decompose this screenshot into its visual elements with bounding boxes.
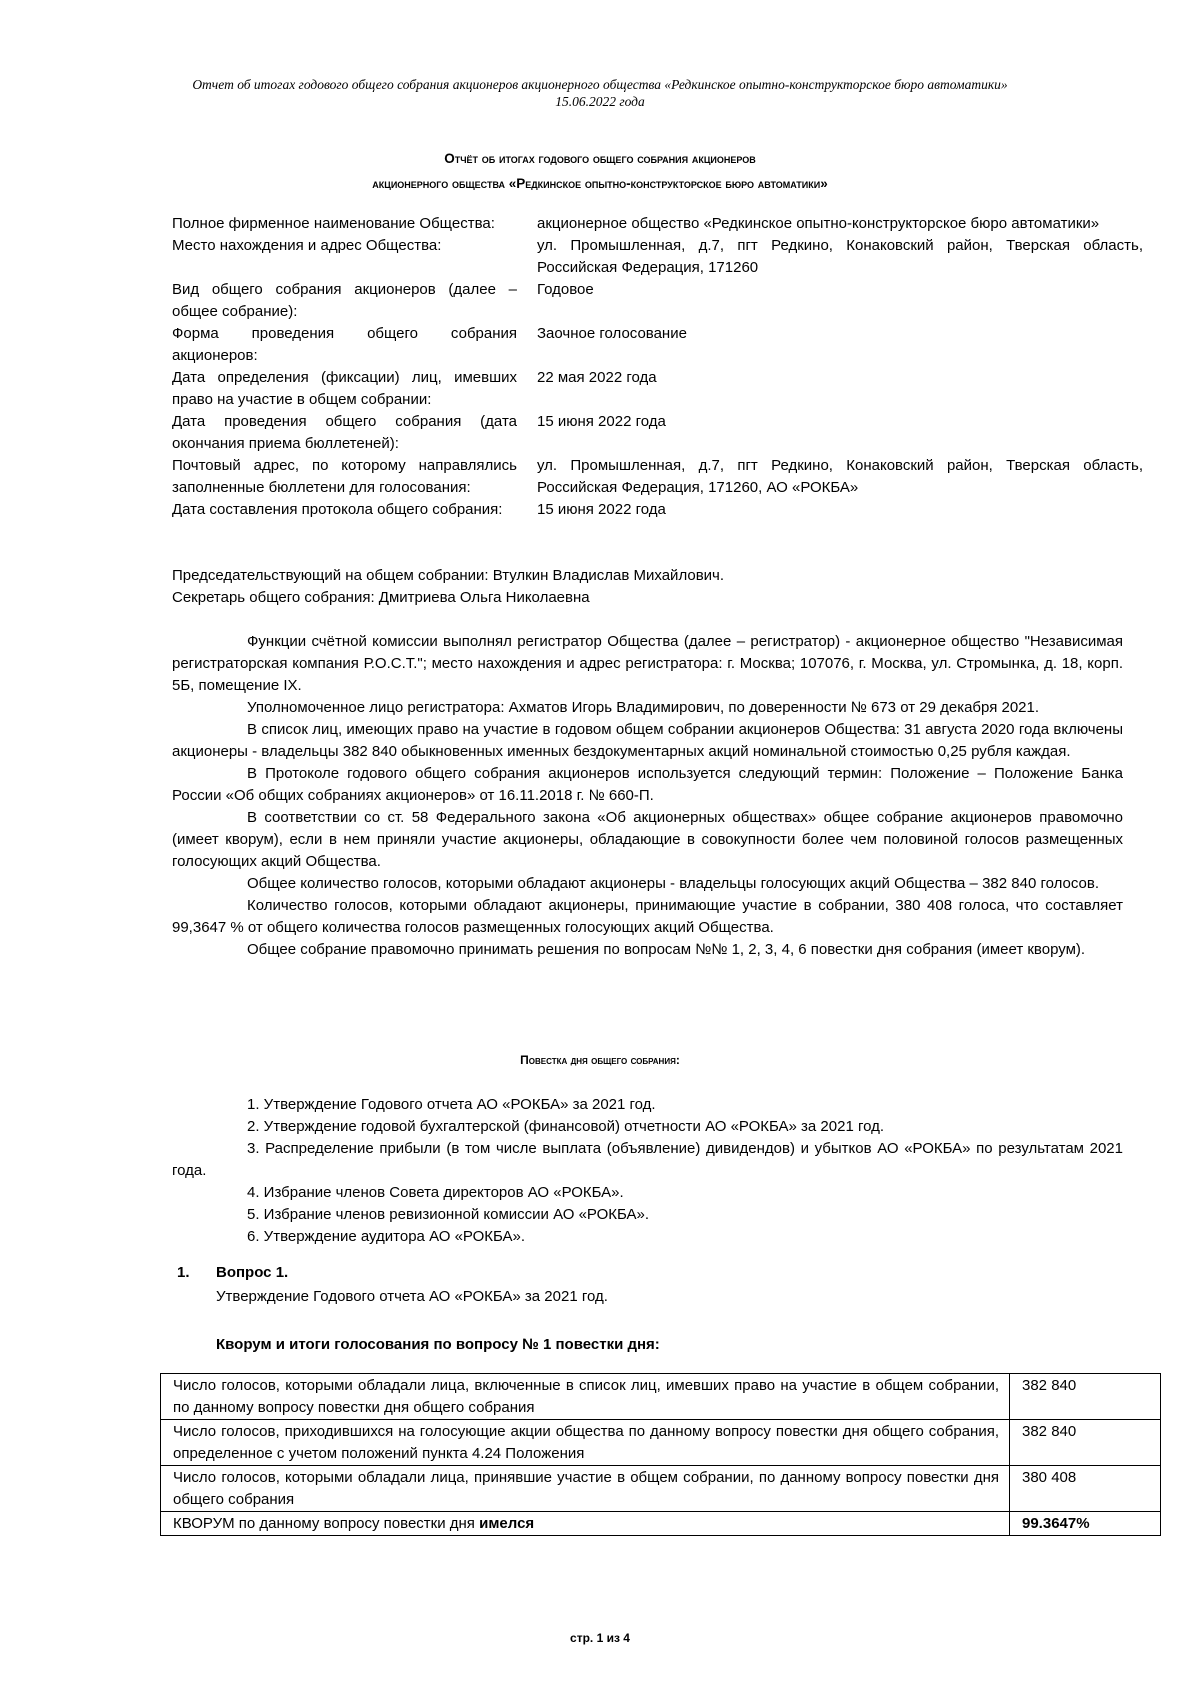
quorum-label: Число голосов, приходившихся на голосующие акции общества по данному вопросу повестки дня общего собрания, определенное с учетом положений пункта 4.24 Положения: [161, 1420, 1010, 1466]
quorum-heading: Кворум и итоги голосования по вопросу № 1 повестки дня:: [216, 1336, 660, 1353]
detail-row: [172, 499, 1143, 521]
detail-label: Дата определения (фиксации) лиц, имевших право на участие в общем собрании:: [172, 369, 517, 408]
detail-row: [172, 323, 1143, 367]
detail-label: Вид общего собрания акционеров (далее – общее собрание):: [172, 281, 517, 320]
paragraph: Функции счётной комиссии выполнял регистратор Общества (далее – регистратор) - акционерное общество "Независимая регистраторская компания Р.О.С.Т."; место нахождения и адрес регистратора: г. Москва; 107076, г. Москва, ул. Стромынка, д. 18, корп. 5Б, помещение IX.: [172, 633, 1123, 694]
table-row: [161, 1374, 1161, 1420]
detail-value: акционерное общество «Редкинское опытно-конструкторское бюро автоматики»: [537, 215, 1100, 232]
officials: [172, 565, 1123, 609]
secretary-line: Секретарь общего собрания: Дмитриева Ольга Николаевна: [172, 589, 590, 606]
agenda-item: 6. Утверждение аудитора АО «РОКБА».: [247, 1228, 526, 1245]
detail-label: Дата проведения общего собрания (дата окончания приема бюллетеней):: [172, 413, 517, 452]
agenda-list: [172, 1094, 1123, 1248]
running-header-line2: 15.06.2022 года: [555, 94, 645, 109]
quorum-result-prefix: КВОРУМ по данному вопросу повестки дня: [173, 1515, 480, 1532]
quorum-value: 382 840: [1010, 1374, 1161, 1420]
paragraph: В соответствии со ст. 58 Федерального закона «Об акционерных обществах» общее собрание акционеров правомочно (имеет кворум), если в нем приняли участие акционеры, обладающие в совокупности более чем половиной голосов размещенных голосующих акций Общества.: [172, 809, 1123, 870]
detail-row: [172, 279, 1143, 323]
detail-row: [172, 455, 1143, 499]
detail-row: [172, 411, 1143, 455]
detail-row: [172, 213, 1143, 235]
table-row: [161, 1512, 1161, 1536]
chairman-line: Председательствующий на общем собрании: Втулкин Владислав Михайлович.: [172, 567, 725, 584]
running-header: [150, 76, 1050, 110]
agenda-item: 1. Утверждение Годового отчета АО «РОКБА» за 2021 год.: [247, 1096, 656, 1113]
body-paragraphs: [172, 631, 1123, 961]
quorum-label: Число голосов, которыми обладали лица, включенные в список лиц, имевших право на участие в общем собрании, по данному вопросу повестки дня общего собрания: [161, 1374, 1010, 1420]
document-title: [150, 146, 1050, 196]
paragraph: Общее собрание правомочно принимать решения по вопросам №№ 1, 2, 3, 4, 6 повестки дня собрания (имеет кворум).: [247, 941, 1086, 958]
meeting-details-table: [172, 213, 1143, 521]
question-text: Утверждение Годового отчета АО «РОКБА» за 2021 год.: [216, 1288, 608, 1305]
agenda-item: 5. Избрание членов ревизионной комиссии АО «РОКБА».: [247, 1206, 650, 1223]
quorum-table: [160, 1373, 1161, 1536]
table-row: [161, 1420, 1161, 1466]
paragraph: В список лиц, имеющих право на участие в годовом общем собрании акционеров Общества: 31 августа 2020 года включены акционеры - владельцы 382 840 обыкновенных именных бездокументарных акций номинальной стоимостью 0,25 рубля каждая.: [172, 721, 1123, 760]
table-row: [161, 1466, 1161, 1512]
detail-value: 15 июня 2022 года: [537, 501, 666, 518]
detail-value: 15 июня 2022 года: [537, 413, 666, 430]
detail-label: Полное фирменное наименование Общества:: [172, 215, 495, 232]
paragraph: Общее количество голосов, которыми обладают акционеры - владельцы голосующих акций Общества – 382 840 голосов.: [247, 875, 1100, 892]
detail-label: Форма проведения общего собрания акционеров:: [172, 325, 517, 364]
detail-value: Годовое: [537, 281, 594, 298]
detail-value: ул. Промышленная, д.7, пгт Редкино, Конаковский район, Тверская область, Российская Федерация, 171260, АО «РОКБА»: [537, 457, 1143, 496]
paragraph: Уполномоченное лицо регистратора: Ахматов Игорь Владимирович, по доверенности № 673 от 29 декабря 2021.: [247, 699, 1040, 716]
question-number: 1.: [177, 1264, 190, 1281]
quorum-result-status: имелся: [479, 1515, 535, 1532]
paragraph: Количество голосов, которыми обладают акционеры, принимающие участие в собрании, 380 408 голоса, что составляет 99,3647 % от общего количества голосов размещенных голосующих акций Общества.: [172, 897, 1123, 936]
document-title-line2: акционерного общества «Редкинское опытно-конструкторское бюро автоматики»: [372, 176, 828, 191]
running-header-line1: Отчет об итогах годового общего собрания акционеров акционерного общества «Редкинское опытно-конструкторское бюро автоматики»: [192, 77, 1008, 92]
quorum-value: 380 408: [1010, 1466, 1161, 1512]
quorum-result-value: 99.3647%: [1010, 1512, 1161, 1536]
agenda-item: 4. Избрание членов Совета директоров АО «РОКБА».: [247, 1184, 624, 1201]
agenda-item: 3. Распределение прибыли (в том числе выплата (объявление) дивидендов) и убытков АО «РОКБА» по результатам 2021 года.: [172, 1140, 1123, 1179]
paragraph: В Протоколе годового общего собрания акционеров используется следующий термин: Положение – Положение Банка России «Об общих собраниях акционеров» от 16.11.2018 г. № 660-П.: [172, 765, 1123, 804]
question-heading: Вопрос 1.: [216, 1264, 289, 1281]
detail-value: 22 мая 2022 года: [537, 369, 657, 386]
agenda-title: Повестка дня общего собрания:: [520, 1053, 680, 1067]
quorum-value: 382 840: [1010, 1420, 1161, 1466]
page-footer: стр. 1 из 4: [570, 1631, 630, 1645]
detail-value: Заочное голосование: [537, 325, 687, 342]
detail-label: Место нахождения и адрес Общества:: [172, 237, 442, 254]
quorum-label: Число голосов, которыми обладали лица, принявшие участие в общем собрании, по данному вопросу повестки дня общего собрания: [161, 1466, 1010, 1512]
detail-label: Дата составления протокола общего собрания:: [172, 501, 503, 518]
quorum-result-label: [161, 1512, 1010, 1536]
detail-label: Почтовый адрес, по которому направлялись заполненные бюллетени для голосования:: [172, 457, 517, 496]
detail-row: [172, 235, 1143, 279]
document-title-line1: Отчёт об итогах годового общего собрания акционеров: [444, 151, 756, 166]
agenda-item: 2. Утверждение годовой бухгалтерской (финансовой) отчетности АО «РОКБА» за 2021 год.: [247, 1118, 885, 1135]
detail-value: ул. Промышленная, д.7, пгт Редкино, Конаковский район, Тверская область, Российская Федерация, 171260: [537, 237, 1143, 276]
detail-row: [172, 367, 1143, 411]
